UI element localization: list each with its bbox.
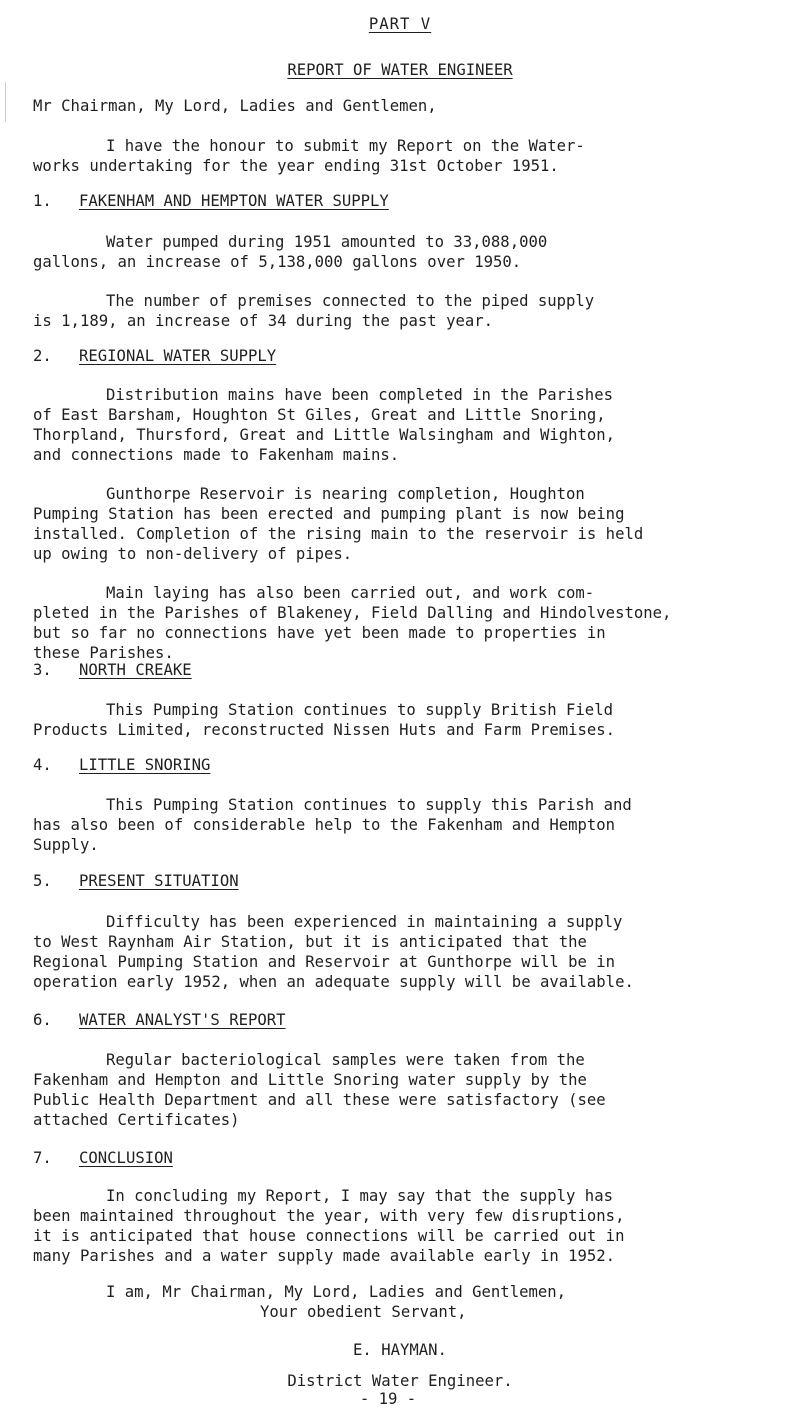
text-line: many Parishes and a water supply made available early in 1952. [33,1247,616,1265]
paragraph [33,385,793,465]
paragraph [33,912,793,992]
section-number: 7. [33,1149,52,1167]
text-line: This Pumping Station continues to supply British Field [106,701,613,719]
text-line: Main laying has also been carried out, and work com- [106,584,595,602]
text-line: The number of premises connected to the piped supply [106,292,595,310]
section-title: FAKENHAM AND HEMPTON WATER SUPPLY [79,192,389,210]
text-line: Products Limited, reconstructed Nissen Huts and Farm Premises. [33,721,616,739]
text-line: In concluding my Report, I may say that the supply has [106,1187,613,1205]
section-title: CONCLUSION [79,1149,173,1167]
text-line: Gunthorpe Reservoir is nearing completion, Houghton [106,485,585,503]
text-line: these Parishes. [33,644,174,662]
paragraph [33,1186,793,1266]
text-line: up owing to non-delivery of pipes. [33,545,353,563]
section-heading-7 [33,1148,793,1168]
text-line: to West Raynham Air Station, but it is anticipated that the [33,933,587,951]
text-line: been maintained throughout the year, with very few disruptions, [33,1207,625,1225]
text-line: pleted in the Parishes of Blakeney, Field Dalling and Hindolvestone, [33,604,672,622]
text-line: Water pumped during 1951 amounted to 33,088,000 [106,233,548,251]
paragraph [33,484,793,564]
text-line: has also been of considerable help to the Fakenham and Hempton [33,816,616,834]
text-line: Thorpland, Thursford, Great and Little Walsingham and Wighton, [33,426,616,444]
text-line: Difficulty has been experienced in maintaining a supply [106,913,623,931]
section-heading-2 [33,346,793,366]
text-line: attached Certificates) [33,1111,240,1129]
paragraph [33,700,793,740]
signature-title: District Water Engineer. [287,1372,513,1390]
section-heading-3 [33,660,793,680]
text-line: Distribution mains have been completed in the Parishes [106,386,613,404]
paragraph [33,291,793,331]
section-title: REGIONAL WATER SUPPLY [79,347,277,365]
page-number: - 19 - [359,1390,417,1408]
section-number: 5. [33,872,52,890]
salutation: Mr Chairman, My Lord, Ladies and Gentlemen, [33,97,437,115]
text-line: operation early 1952, when an adequate supply will be available. [33,973,634,991]
text-line: gallons, an increase of 5,138,000 gallons over 1950. [33,253,522,271]
section-number: 6. [33,1011,52,1029]
text-line: it is anticipated that house connections will be carried out in [33,1227,625,1245]
section-number: 2. [33,347,52,365]
text-line: Regular bacteriological samples were taken from the [106,1051,585,1069]
text-line: and connections made to Fakenham mains. [33,446,400,464]
closing [33,1282,793,1322]
section-number: 4. [33,756,52,774]
section-title: LITTLE SNORING [79,756,211,774]
text-line: Pumping Station has been erected and pumping plant is now being [33,505,625,523]
text-line: This Pumping Station continues to supply this Parish and [106,796,632,814]
paragraph [33,583,793,663]
section-number: 1. [33,192,52,210]
text-line: Regional Pumping Station and Reservoir at Gunthorpe will be in [33,953,616,971]
section-title: NORTH CREAKE [79,661,192,679]
paragraph [33,232,793,272]
text-line: of East Barsham, Houghton St Giles, Great and Little Snoring, [33,406,606,424]
paragraph [33,1050,793,1130]
section-heading-6 [33,1010,793,1030]
intro-paragraph [33,136,793,176]
text-line: Fakenham and Hempton and Little Snoring water supply by the [33,1071,587,1089]
text-line: but so far no connections have yet been made to properties in [33,624,606,642]
section-number: 3. [33,661,52,679]
section-heading-4 [33,755,793,775]
scan-margin-line [5,82,6,122]
paragraph [33,795,793,855]
text-line: Public Health Department and all these were satisfactory (see [33,1091,606,1109]
text-line: Supply. [33,836,99,854]
part-heading: PART V [368,15,432,33]
section-title: PRESENT SITUATION [79,872,239,890]
text-line: I have the honour to submit my Report on the Water- [106,137,585,155]
text-line: installed. Completion of the rising main to the reservoir is held [33,525,644,543]
section-heading-1 [33,191,793,211]
text-line: is 1,189, an increase of 34 during the past year. [33,312,494,330]
signature-name: E. HAYMAN. [353,1341,447,1359]
section-heading-5 [33,871,793,891]
report-title: REPORT OF WATER ENGINEER [287,61,513,79]
closing-line: Your obedient Servant, [260,1303,467,1321]
section-title: WATER ANALYST'S REPORT [79,1011,286,1029]
text-line: works undertaking for the year ending 31st October 1951. [33,157,559,175]
closing-line: I am, Mr Chairman, My Lord, Ladies and Gentlemen, [106,1283,567,1301]
